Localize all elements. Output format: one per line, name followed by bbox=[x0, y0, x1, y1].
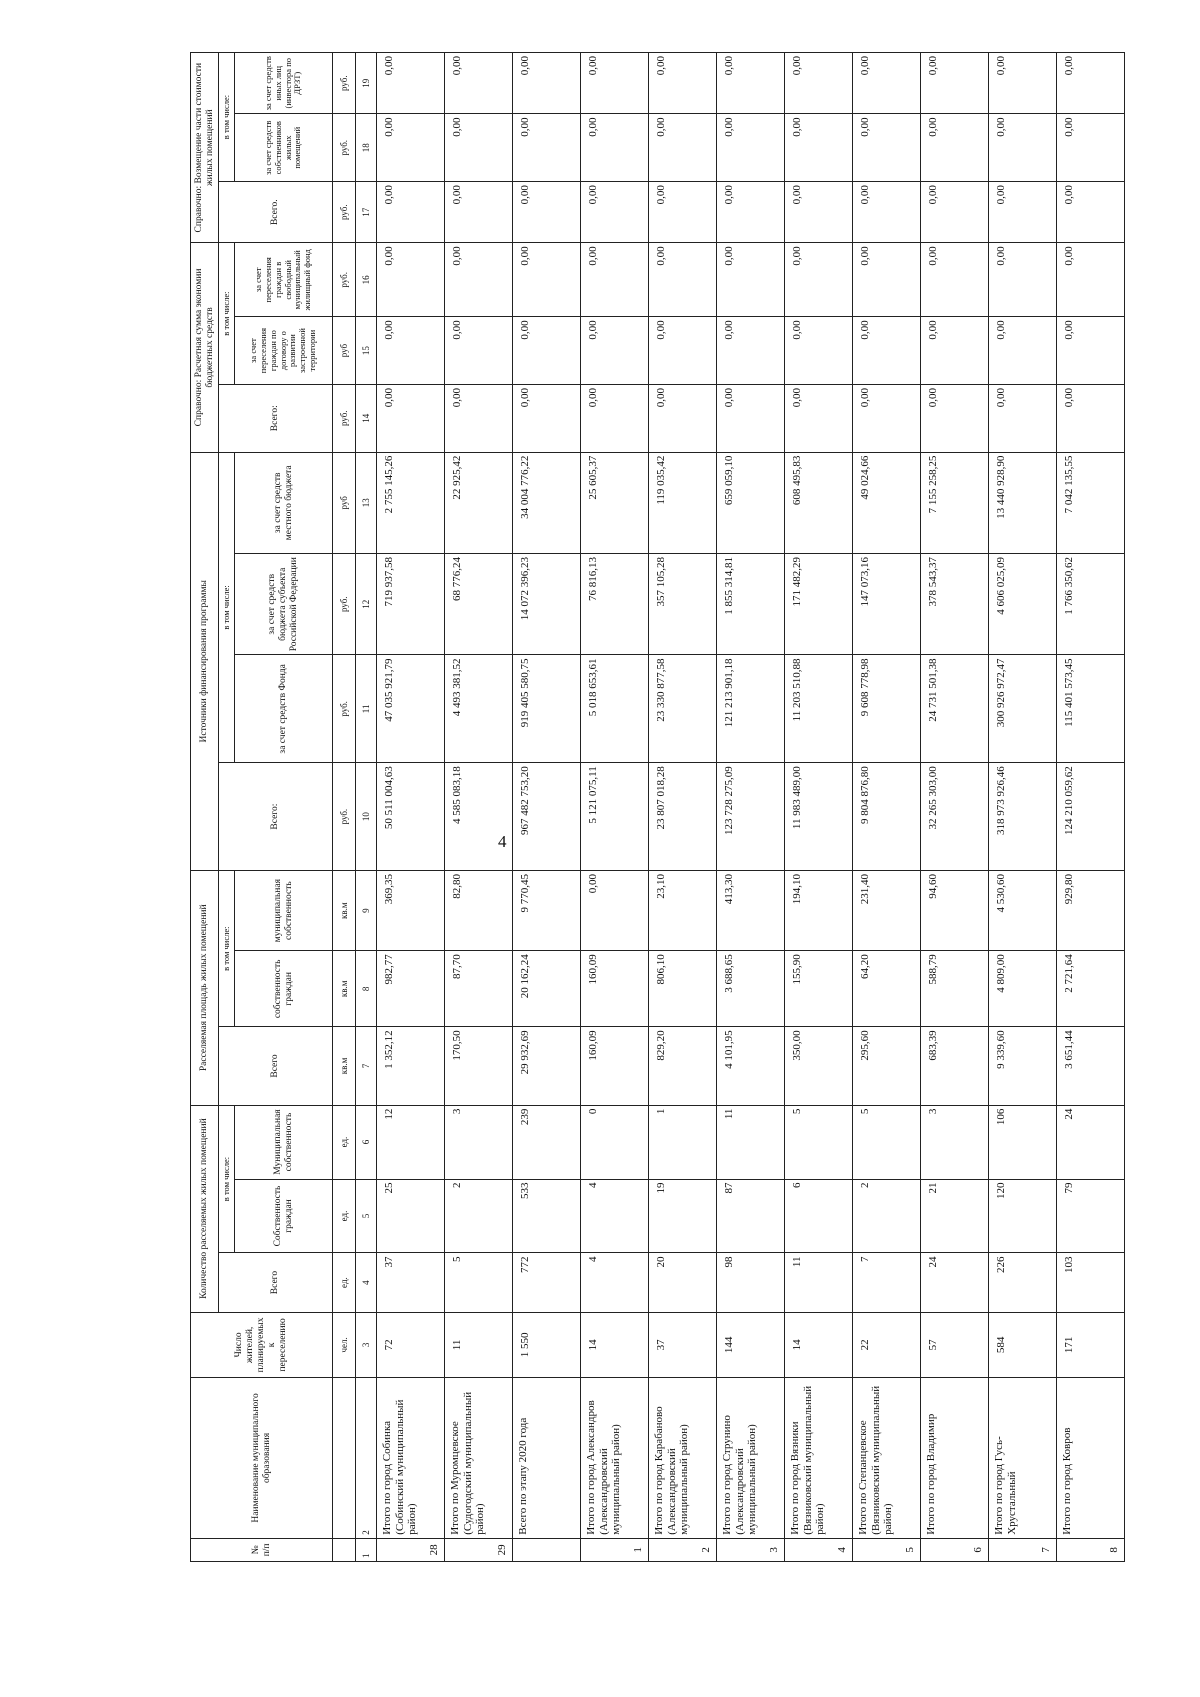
header-count-group: Количество расселяемых жилых помещений bbox=[191, 1105, 219, 1312]
row-value-cell: 772 bbox=[513, 1253, 581, 1312]
resettlement-table bbox=[190, 52, 1125, 1562]
row-value-cell: 119 035,42 bbox=[649, 452, 717, 553]
header-reimb-group: Справочно: Возмещение части стоимости жилых помещений bbox=[191, 53, 219, 243]
row-value-cell: 533 bbox=[513, 1179, 581, 1253]
row-value-cell: 22 925,42 bbox=[445, 452, 513, 553]
header-finance-total: Всего: bbox=[219, 763, 333, 871]
row-value-cell: 87,70 bbox=[445, 951, 513, 1027]
row-value-cell: 719 937,58 bbox=[377, 554, 445, 655]
unit-cell: руб. bbox=[333, 182, 356, 243]
unit-cell: кв.м bbox=[333, 871, 356, 951]
row-value-cell: 2 bbox=[445, 1179, 513, 1253]
units-row bbox=[333, 53, 356, 1562]
row-value-cell: 20 162,24 bbox=[513, 951, 581, 1027]
row-value-cell: 120 bbox=[989, 1179, 1057, 1253]
row-value-cell: 1 352,12 bbox=[377, 1027, 445, 1105]
row-value-cell: 7 042 135,55 bbox=[1057, 452, 1125, 553]
row-value-cell: 0,00 bbox=[989, 384, 1057, 452]
row-value-cell: 0,00 bbox=[581, 53, 649, 114]
column-number-cell: 19 bbox=[356, 53, 377, 114]
row-value-cell: 608 495,83 bbox=[785, 452, 853, 553]
unit-cell: руб bbox=[333, 452, 356, 553]
row-value-cell: 13 440 928,90 bbox=[989, 452, 1057, 553]
row-value-cell: 1 766 350,62 bbox=[1057, 554, 1125, 655]
row-value-cell: 0,00 bbox=[717, 114, 785, 182]
row-value-cell: 0,00 bbox=[377, 182, 445, 243]
header-area-total: Всего bbox=[219, 1027, 333, 1105]
row-value-cell: 0,00 bbox=[1057, 384, 1125, 452]
unit-cell: руб. bbox=[333, 114, 356, 182]
header-economy-total: Всего: bbox=[219, 384, 333, 452]
row-value-cell: 3 bbox=[921, 1105, 989, 1179]
row-value-cell: 239 bbox=[513, 1105, 581, 1179]
row-value-cell: 0,00 bbox=[513, 384, 581, 452]
table-row bbox=[581, 53, 649, 1562]
unit-cell: руб. bbox=[333, 384, 356, 452]
row-value-cell: 68 776,24 bbox=[445, 554, 513, 655]
row-value-cell: 11 bbox=[785, 1253, 853, 1312]
row-value-cell: 0,00 bbox=[445, 114, 513, 182]
row-value-cell: 11 203 510,88 bbox=[785, 655, 853, 763]
row-municipality-name: Итого по город Александров (Александровский муниципальный район) bbox=[581, 1378, 649, 1539]
row-value-cell: 0,00 bbox=[717, 317, 785, 385]
row-value-cell: 0,00 bbox=[989, 317, 1057, 385]
row-value-cell: 72 bbox=[377, 1312, 445, 1378]
row-value-cell: 94,60 bbox=[921, 871, 989, 951]
table-row bbox=[649, 53, 717, 1562]
table-row bbox=[717, 53, 785, 1562]
row-value-cell: 7 155 258,25 bbox=[921, 452, 989, 553]
header-count-incl: в том числе: bbox=[219, 1105, 235, 1253]
row-value-cell: 231,40 bbox=[853, 871, 921, 951]
row-index: 8 bbox=[1057, 1538, 1125, 1561]
row-value-cell: 0,00 bbox=[649, 243, 717, 317]
header-area-citizens: собственность граждан bbox=[235, 951, 333, 1027]
row-municipality-name: Итого по город Карабаново (Александровский муниципальный район) bbox=[649, 1378, 717, 1539]
row-value-cell: 9 770,45 bbox=[513, 871, 581, 951]
row-value-cell: 0,00 bbox=[377, 114, 445, 182]
row-value-cell: 0,00 bbox=[581, 871, 649, 951]
row-value-cell: 0 bbox=[581, 1105, 649, 1179]
row-value-cell: 22 bbox=[853, 1312, 921, 1378]
row-value-cell: 5 bbox=[853, 1105, 921, 1179]
column-number-cell: 16 bbox=[356, 243, 377, 317]
row-value-cell: 4 585 083,18 bbox=[445, 763, 513, 871]
row-value-cell: 23 330 877,58 bbox=[649, 655, 717, 763]
row-value-cell: 170,50 bbox=[445, 1027, 513, 1105]
row-value-cell: 5 121 075,11 bbox=[581, 763, 649, 871]
table-row bbox=[377, 53, 445, 1562]
header-fund: за счет средств Фонда bbox=[235, 655, 333, 763]
unit-cell: кв.м bbox=[333, 1027, 356, 1105]
row-value-cell: 3 688,65 bbox=[717, 951, 785, 1027]
row-index: 28 bbox=[377, 1538, 445, 1561]
row-value-cell: 34 004 776,22 bbox=[513, 452, 581, 553]
table-row bbox=[785, 53, 853, 1562]
header-econ-a: за счет переселения граждан по договору о развитии застроенной территории bbox=[235, 317, 333, 385]
row-value-cell: 318 973 926,46 bbox=[989, 763, 1057, 871]
row-value-cell: 0,00 bbox=[853, 243, 921, 317]
row-value-cell: 3 651,44 bbox=[1057, 1027, 1125, 1105]
column-number-cell: 1 bbox=[356, 1538, 377, 1561]
row-value-cell: 0,00 bbox=[1057, 182, 1125, 243]
unit-cell: руб. bbox=[333, 243, 356, 317]
row-value-cell: 0,00 bbox=[853, 53, 921, 114]
row-value-cell: 295,60 bbox=[853, 1027, 921, 1105]
column-number-cell: 9 bbox=[356, 871, 377, 951]
row-value-cell: 0,00 bbox=[377, 384, 445, 452]
row-value-cell: 0,00 bbox=[1057, 53, 1125, 114]
row-value-cell: 24 731 501,38 bbox=[921, 655, 989, 763]
row-value-cell: 0,00 bbox=[921, 53, 989, 114]
row-value-cell: 121 213 901,18 bbox=[717, 655, 785, 763]
row-value-cell: 5 bbox=[445, 1253, 513, 1312]
row-value-cell: 0,00 bbox=[717, 182, 785, 243]
column-number-cell: 14 bbox=[356, 384, 377, 452]
column-number-cell: 13 bbox=[356, 452, 377, 553]
row-value-cell: 0,00 bbox=[649, 317, 717, 385]
column-number-cell: 12 bbox=[356, 554, 377, 655]
row-index: 1 bbox=[581, 1538, 649, 1561]
header-reimb-incl: в том числе: bbox=[219, 53, 235, 182]
row-value-cell: 0,00 bbox=[581, 114, 649, 182]
row-value-cell: 0,00 bbox=[989, 114, 1057, 182]
row-value-cell: 929,80 bbox=[1057, 871, 1125, 951]
row-value-cell: 115 401 573,45 bbox=[1057, 655, 1125, 763]
row-value-cell: 0,00 bbox=[853, 317, 921, 385]
unit-cell bbox=[333, 1378, 356, 1539]
row-value-cell: 29 932,69 bbox=[513, 1027, 581, 1105]
row-value-cell: 87 bbox=[717, 1179, 785, 1253]
row-value-cell: 21 bbox=[921, 1179, 989, 1253]
row-value-cell: 11 bbox=[445, 1312, 513, 1378]
row-value-cell: 967 482 753,20 bbox=[513, 763, 581, 871]
unit-cell: ед. bbox=[333, 1179, 356, 1253]
row-value-cell: 171 482,29 bbox=[785, 554, 853, 655]
header-local-budget: за счет средств местного бюджета bbox=[235, 452, 333, 553]
row-value-cell: 350,00 bbox=[785, 1027, 853, 1105]
column-number-cell: 15 bbox=[356, 317, 377, 385]
column-number-cell: 7 bbox=[356, 1027, 377, 1105]
header-economy-incl: в том числе: bbox=[219, 243, 235, 385]
row-value-cell: 0,00 bbox=[785, 53, 853, 114]
row-value-cell: 413,30 bbox=[717, 871, 785, 951]
column-number-cell: 11 bbox=[356, 655, 377, 763]
row-value-cell: 123 728 275,09 bbox=[717, 763, 785, 871]
column-number-cell: 10 bbox=[356, 763, 377, 871]
row-value-cell: 4 bbox=[581, 1179, 649, 1253]
row-value-cell: 0,00 bbox=[1057, 317, 1125, 385]
unit-cell bbox=[333, 1538, 356, 1561]
row-value-cell: 0,00 bbox=[853, 384, 921, 452]
row-value-cell: 0,00 bbox=[377, 53, 445, 114]
row-value-cell: 0,00 bbox=[581, 317, 649, 385]
row-value-cell: 378 543,37 bbox=[921, 554, 989, 655]
row-value-cell: 2 721,64 bbox=[1057, 951, 1125, 1027]
row-value-cell: 49 024,66 bbox=[853, 452, 921, 553]
column-number-cell: 2 bbox=[356, 1378, 377, 1539]
row-value-cell: 0,00 bbox=[989, 53, 1057, 114]
row-value-cell: 160,09 bbox=[581, 1027, 649, 1105]
row-value-cell: 0,00 bbox=[921, 317, 989, 385]
row-value-cell: 4 809,00 bbox=[989, 951, 1057, 1027]
column-numbers-row bbox=[356, 53, 377, 1562]
row-value-cell: 369,35 bbox=[377, 871, 445, 951]
row-value-cell: 0,00 bbox=[513, 182, 581, 243]
row-value-cell: 106 bbox=[989, 1105, 1057, 1179]
unit-cell: руб. bbox=[333, 655, 356, 763]
header-count-municipal: Муниципальная собственность bbox=[235, 1105, 333, 1179]
row-value-cell: 0,00 bbox=[717, 384, 785, 452]
table-row bbox=[989, 53, 1057, 1562]
row-value-cell: 11 983 489,00 bbox=[785, 763, 853, 871]
row-value-cell: 5 018 653,61 bbox=[581, 655, 649, 763]
row-value-cell: 24 bbox=[1057, 1105, 1125, 1179]
page-number: 4 bbox=[498, 832, 507, 851]
row-value-cell: 0,00 bbox=[581, 384, 649, 452]
table-row bbox=[513, 53, 581, 1562]
row-index bbox=[513, 1538, 581, 1561]
header-count-total: Всего bbox=[219, 1253, 333, 1312]
row-value-cell: 0,00 bbox=[853, 182, 921, 243]
row-value-cell: 0,00 bbox=[445, 243, 513, 317]
column-number-cell: 5 bbox=[356, 1179, 377, 1253]
row-value-cell: 0,00 bbox=[1057, 243, 1125, 317]
row-value-cell: 57 bbox=[921, 1312, 989, 1378]
row-index: 2 bbox=[649, 1538, 717, 1561]
row-value-cell: 4 530,60 bbox=[989, 871, 1057, 951]
table-row bbox=[921, 53, 989, 1562]
header-residents: Число жителей, планируемых к переселению bbox=[191, 1312, 333, 1378]
row-index: 6 bbox=[921, 1538, 989, 1561]
row-value-cell: 155,90 bbox=[785, 951, 853, 1027]
row-value-cell: 24 bbox=[921, 1253, 989, 1312]
row-value-cell: 0,00 bbox=[649, 384, 717, 452]
column-number-cell: 6 bbox=[356, 1105, 377, 1179]
row-index: 5 bbox=[853, 1538, 921, 1561]
row-value-cell: 171 bbox=[1057, 1312, 1125, 1378]
row-value-cell: 0,00 bbox=[445, 182, 513, 243]
header-economy-group: Справочно: Расчетная сумма экономии бюджетных средств bbox=[191, 243, 219, 452]
header-name: Наименование муниципального образования bbox=[191, 1378, 333, 1539]
row-value-cell: 0,00 bbox=[989, 182, 1057, 243]
row-value-cell: 23,10 bbox=[649, 871, 717, 951]
row-value-cell: 4 493 381,52 bbox=[445, 655, 513, 763]
row-value-cell: 0,00 bbox=[717, 243, 785, 317]
row-index: 7 bbox=[989, 1538, 1057, 1561]
header-econ-b: за счет переселения граждан в свободный муниципальный жилищный фонд bbox=[235, 243, 333, 317]
row-municipality-name: Итого по Степанцевское (Вязниковский муниципальный район) bbox=[853, 1378, 921, 1539]
row-municipality-name: Итого по город Вязники (Вязниковский муниципальный район) bbox=[785, 1378, 853, 1539]
row-value-cell: 25 bbox=[377, 1179, 445, 1253]
row-value-cell: 32 265 303,00 bbox=[921, 763, 989, 871]
row-value-cell: 9 608 778,98 bbox=[853, 655, 921, 763]
row-value-cell: 103 bbox=[1057, 1253, 1125, 1312]
row-value-cell: 0,00 bbox=[853, 114, 921, 182]
row-value-cell: 76 816,13 bbox=[581, 554, 649, 655]
row-municipality-name: Итого по Муромцевское (Судогодский муниципальный район) bbox=[445, 1378, 513, 1539]
row-value-cell: 144 bbox=[717, 1312, 785, 1378]
row-value-cell: 4 101,95 bbox=[717, 1027, 785, 1105]
row-value-cell: 683,39 bbox=[921, 1027, 989, 1105]
rotated-table-wrapper bbox=[190, 52, 1191, 1562]
row-municipality-name: Итого по город Струнино (Александровский муниципальный район) bbox=[717, 1378, 785, 1539]
row-value-cell: 0,00 bbox=[513, 317, 581, 385]
row-value-cell: 0,00 bbox=[513, 53, 581, 114]
header-area-municipal: муниципальная собственность bbox=[235, 871, 333, 951]
row-value-cell: 5 bbox=[785, 1105, 853, 1179]
row-value-cell: 64,20 bbox=[853, 951, 921, 1027]
unit-cell: чел. bbox=[333, 1312, 356, 1378]
row-value-cell: 14 bbox=[785, 1312, 853, 1378]
row-municipality-name: Итого по город Ковров bbox=[1057, 1378, 1125, 1539]
unit-cell: руб. bbox=[333, 763, 356, 871]
row-value-cell: 14 072 396,23 bbox=[513, 554, 581, 655]
column-number-cell: 4 bbox=[356, 1253, 377, 1312]
row-value-cell: 0,00 bbox=[785, 384, 853, 452]
row-value-cell: 37 bbox=[649, 1312, 717, 1378]
header-finance-group: Источники финансирования программы bbox=[191, 452, 219, 870]
row-value-cell: 0,00 bbox=[921, 243, 989, 317]
row-value-cell: 79 bbox=[1057, 1179, 1125, 1253]
row-value-cell: 659 059,10 bbox=[717, 452, 785, 553]
column-number-cell: 8 bbox=[356, 951, 377, 1027]
row-value-cell: 50 511 004,63 bbox=[377, 763, 445, 871]
row-value-cell: 0,00 bbox=[581, 182, 649, 243]
row-value-cell: 37 bbox=[377, 1253, 445, 1312]
header-reimb-total: Всего. bbox=[219, 182, 333, 243]
unit-cell: руб bbox=[333, 317, 356, 385]
row-value-cell: 0,00 bbox=[921, 182, 989, 243]
row-value-cell: 0,00 bbox=[717, 53, 785, 114]
row-municipality-name: Итого по город Собинка (Собинский муниципальный район) bbox=[377, 1378, 445, 1539]
row-value-cell: 226 bbox=[989, 1253, 1057, 1312]
row-value-cell: 588,79 bbox=[921, 951, 989, 1027]
row-value-cell: 0,00 bbox=[445, 53, 513, 114]
row-value-cell: 300 926 972,47 bbox=[989, 655, 1057, 763]
row-value-cell: 25 605,37 bbox=[581, 452, 649, 553]
table-row bbox=[1057, 53, 1125, 1562]
row-value-cell: 2 755 145,26 bbox=[377, 452, 445, 553]
row-value-cell: 0,00 bbox=[649, 114, 717, 182]
row-value-cell: 147 073,16 bbox=[853, 554, 921, 655]
row-index: 29 bbox=[445, 1538, 513, 1561]
header-reimb-a: за счет средств собственников жилых помещений bbox=[235, 114, 333, 182]
row-value-cell: 919 405 580,75 bbox=[513, 655, 581, 763]
row-value-cell: 4 bbox=[581, 1253, 649, 1312]
unit-cell: ед. bbox=[333, 1105, 356, 1179]
header-count-citizens: Собственность граждан bbox=[235, 1179, 333, 1253]
row-value-cell: 9 804 876,80 bbox=[853, 763, 921, 871]
row-value-cell: 357 105,28 bbox=[649, 554, 717, 655]
row-value-cell: 2 bbox=[853, 1179, 921, 1253]
row-value-cell: 82,80 bbox=[445, 871, 513, 951]
row-value-cell: 0,00 bbox=[921, 384, 989, 452]
row-value-cell: 0,00 bbox=[649, 53, 717, 114]
column-number-cell: 18 bbox=[356, 114, 377, 182]
table-row bbox=[853, 53, 921, 1562]
header-area-group: Расселяемая площадь жилых помещений bbox=[191, 871, 219, 1106]
row-value-cell: 7 bbox=[853, 1253, 921, 1312]
row-value-cell: 1 bbox=[649, 1105, 717, 1179]
row-value-cell: 0,00 bbox=[921, 114, 989, 182]
row-value-cell: 23 807 018,28 bbox=[649, 763, 717, 871]
row-municipality-name: Всего по этапу 2020 года bbox=[513, 1378, 581, 1539]
row-value-cell: 0,00 bbox=[445, 384, 513, 452]
column-number-cell: 3 bbox=[356, 1312, 377, 1378]
row-value-cell: 0,00 bbox=[649, 182, 717, 243]
row-value-cell: 1 855 314,81 bbox=[717, 554, 785, 655]
row-value-cell: 0,00 bbox=[377, 317, 445, 385]
row-index: 3 bbox=[717, 1538, 785, 1561]
row-value-cell: 0,00 bbox=[785, 317, 853, 385]
row-value-cell: 124 210 059,62 bbox=[1057, 763, 1125, 871]
row-index: 4 bbox=[785, 1538, 853, 1561]
header-subject-budget: за счет средств бюджета субъекта Российской Федерации bbox=[235, 554, 333, 655]
row-value-cell: 0,00 bbox=[513, 114, 581, 182]
row-municipality-name: Итого по город Владимир bbox=[921, 1378, 989, 1539]
row-value-cell: 0,00 bbox=[989, 243, 1057, 317]
header-finance-incl: в том числе: bbox=[219, 452, 235, 763]
row-value-cell: 160,09 bbox=[581, 951, 649, 1027]
row-value-cell: 0,00 bbox=[785, 243, 853, 317]
row-value-cell: 806,10 bbox=[649, 951, 717, 1027]
row-value-cell: 14 bbox=[581, 1312, 649, 1378]
row-value-cell: 47 035 921,79 bbox=[377, 655, 445, 763]
row-value-cell: 19 bbox=[649, 1179, 717, 1253]
row-value-cell: 194,10 bbox=[785, 871, 853, 951]
row-value-cell: 20 bbox=[649, 1253, 717, 1312]
row-value-cell: 0,00 bbox=[785, 114, 853, 182]
header-area-incl: в том числе: bbox=[219, 871, 235, 1027]
row-value-cell: 0,00 bbox=[513, 243, 581, 317]
row-value-cell: 4 606 025,09 bbox=[989, 554, 1057, 655]
row-value-cell: 0,00 bbox=[445, 317, 513, 385]
row-value-cell: 982,77 bbox=[377, 951, 445, 1027]
header-reimb-b: за счет средств иных лиц (инвестора по ДРЗТ) bbox=[235, 53, 333, 114]
row-value-cell: 0,00 bbox=[785, 182, 853, 243]
row-value-cell: 0,00 bbox=[377, 243, 445, 317]
row-value-cell: 829,20 bbox=[649, 1027, 717, 1105]
row-value-cell: 584 bbox=[989, 1312, 1057, 1378]
row-value-cell: 0,00 bbox=[581, 243, 649, 317]
row-value-cell: 0,00 bbox=[1057, 114, 1125, 182]
row-value-cell: 3 bbox=[445, 1105, 513, 1179]
header-idx: № п/п bbox=[191, 1538, 333, 1561]
row-value-cell: 12 bbox=[377, 1105, 445, 1179]
row-municipality-name: Итого по город Гусь-Хрустальный bbox=[989, 1378, 1057, 1539]
row-value-cell: 6 bbox=[785, 1179, 853, 1253]
unit-cell: руб. bbox=[333, 53, 356, 114]
table-row bbox=[445, 53, 513, 1562]
unit-cell: ед. bbox=[333, 1253, 356, 1312]
row-value-cell: 1 550 bbox=[513, 1312, 581, 1378]
unit-cell: руб. bbox=[333, 554, 356, 655]
row-value-cell: 9 339,60 bbox=[989, 1027, 1057, 1105]
column-number-cell: 17 bbox=[356, 182, 377, 243]
unit-cell: кв.м bbox=[333, 951, 356, 1027]
row-value-cell: 98 bbox=[717, 1253, 785, 1312]
row-value-cell: 11 bbox=[717, 1105, 785, 1179]
